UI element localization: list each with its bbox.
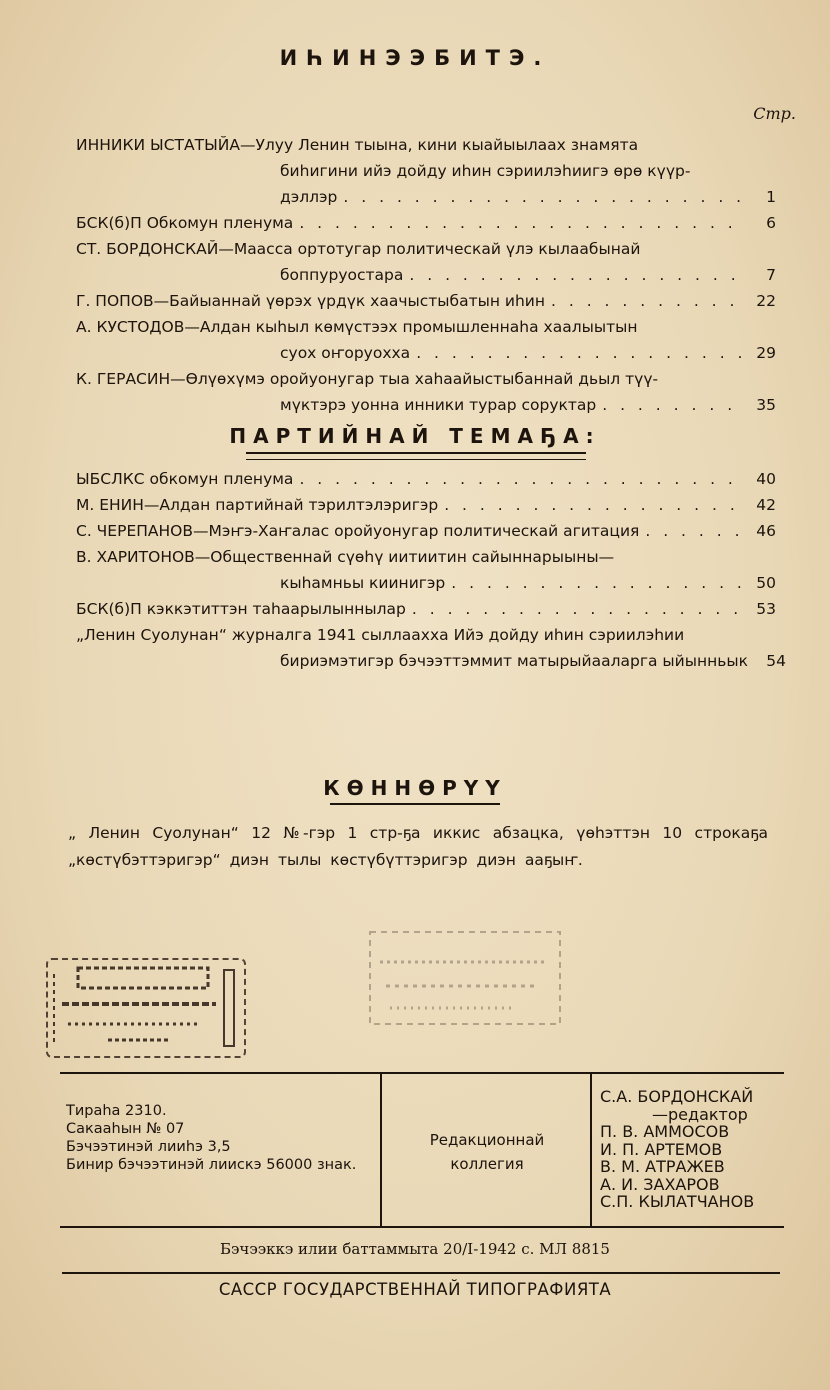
toc-line [76,466,776,492]
toc-page-number: 6 [766,214,776,232]
toc-entry-text: К. ГЕРАСИН—Өлүөхүмэ оройуонугар тыа хаһаайыстыбаннай дьыл түү- [76,370,659,388]
toc-party [76,466,786,674]
print-run-info [66,1074,376,1254]
toc-line [76,492,776,518]
toc-entry-text: ИННИКИ ЫСТАТЫЙА—Улуу Ленин тыына, кини кыайыылаах знамята [76,136,639,154]
section-underline [246,452,586,460]
toc-page-number: 22 [756,292,776,310]
dot-leader [412,596,744,622]
faded-stamp [366,922,566,1032]
toc-page-number: 1 [766,188,776,206]
member-name: А. И. ЗАХАРОВ [600,1174,720,1194]
toc-entry-text: мүктэрэ уонна инники турар соруктар [280,396,597,414]
editor-role: —редактор [652,1104,748,1124]
divider-1 [380,1074,382,1226]
toc-line [76,340,776,366]
toc-line [76,596,776,622]
toc-entry-text: ЫБСЛКС обкомун пленума [76,470,294,488]
correction-underline [330,803,500,805]
correction-heading: КӨННӨРҮҮ [323,776,507,800]
toc-entry-text: боппуруостара [280,266,404,284]
toc-entry-text: бириэмэтигэр бэчээттэммит матырыйааларга ыйынньык [280,652,748,670]
correction-text: „ Ленин Суолунан“ 12 №-гэр 1 стр-ҕа иккис абзацка, үөһэттэн 10 строкаҕа „көстүбэттэригэр“ диэн тылы көстүбүттэригэр диэн ааҕыҥ. [68,824,768,869]
toc-entry-text: БСК(б)П Обкомун пленума [76,214,294,232]
library-stamp [46,958,246,1058]
page-title: ИҺИНЭЭБИТЭ. [279,46,551,70]
dot-leader [409,262,744,288]
toc-line [76,622,776,648]
toc-page-number: 40 [756,470,776,488]
printer-name: САССР ГОСУДАРСТВЕННАЙ ТИПОГРАФИЯТА [218,1280,612,1299]
divider-2 [590,1074,592,1226]
toc-entry-text: дэллэр [280,188,338,206]
member-name: П. В. АММОСОВ [600,1122,730,1141]
toc-line [76,288,776,314]
toc-line [76,184,776,210]
toc-entry [76,132,776,210]
toc-page-number: 42 [756,496,776,514]
dot-leader [343,184,744,210]
page-column-label: Стр. [753,104,796,123]
toc-entry [76,288,776,314]
toc-line [76,314,776,340]
toc-line [76,262,776,288]
toc-entry-text: суох оҥоруохха [280,344,411,362]
toc-entry-text: СТ. БОРДОНСКАЙ—Маасса ортотугар политическай үлэ кылаабынай [76,240,641,258]
editorial-label-line2: коллегия [450,1155,524,1173]
dot-leader [299,466,744,492]
printed-sheets: Бэчээтинэй лииһэ 3,5 [66,1139,231,1155]
toc-line [76,648,786,674]
dot-leader [451,570,744,596]
toc-entry-text: „Ленин Суолунан“ журналга 1941 сыллаахха Ийэ дойду иһин сэриилэһии [76,626,685,644]
signed-to-print: Бэчээккэ илии баттаммыта 20/I-1942 с. МЛ 8815 [220,1240,610,1258]
toc-line [76,570,776,596]
editorial-board-members [600,1074,790,1240]
toc-entry [76,314,776,366]
toc-page-number: 35 [756,396,776,414]
toc-page-number: 7 [766,266,776,284]
toc-entry [76,366,776,418]
dot-leader [551,288,744,314]
toc-page-number: 46 [756,522,776,540]
toc-entry-text: биһигини ийэ дойду иһин сэриилэһиигэ өрө күүр- [280,162,691,180]
toc-line [76,158,776,184]
member-name: И. П. АРТЕМОВ [600,1139,723,1159]
dot-leader [602,392,744,418]
toc-entry [76,466,776,492]
toc-entry-text: А. КУСТОДОВ—Алдан кыһыл көмүстээх промышленнаһа хаалыытын [76,318,638,336]
member-name: В. М. АТРАЖЕВ [600,1157,725,1176]
toc-entry [76,622,786,674]
printer-rule [62,1272,780,1274]
order-number: Сакааһын № 07 [66,1121,185,1137]
toc-entry-text: кыһамньы киинигэр [280,574,446,592]
dot-leader [416,340,744,366]
toc-page-number: 54 [766,652,786,670]
dot-leader [299,210,744,236]
toc-line [76,132,776,158]
toc-entry [76,236,776,288]
toc-line [76,236,776,262]
toc-page-number: 53 [756,600,776,618]
dot-leader [645,518,744,544]
member-name: С.П. КЫЛАТЧАНОВ [600,1192,755,1211]
toc-entry [76,518,776,544]
toc-page-number: 29 [756,344,776,362]
imprint-box [60,1072,784,1228]
section-heading-party: ПАРТИЙНАЙ ТЕМАҔА: [229,424,601,448]
toc-entry [76,596,776,622]
toc-main [76,132,776,418]
toc-entry-text: Г. ПОПОВ—Байыаннай үөрэх үрдүк хаачыстыбатын иһин [76,292,545,310]
chars-per-sheet: Бинир бэчээтинэй лиискэ 56000 знак. [66,1157,357,1173]
toc-line [76,210,776,236]
toc-entry-text: С. ЧЕРЕПАНОВ—Мэҥэ-Хаҥалас оройуонугар политическай агитация [76,522,640,540]
toc-entry [76,492,776,518]
print-run: Тираһа 2310. [66,1103,167,1119]
toc-line [76,544,776,570]
toc-entry [76,210,776,236]
toc-entry-text: БСК(б)П кэккэтиттэн таһаарылыннылар [76,600,406,618]
editor-name: С.А. БОРДОНСКАЙ [600,1087,754,1106]
editorial-label-line1: Редакционнай [429,1131,545,1149]
toc-line [76,518,776,544]
toc-entry-text: В. ХАРИТОНОВ—Общественнай сүөһү иитиитин сайыннарыыны— [76,548,615,566]
toc-page-number: 50 [756,574,776,592]
toc-line [76,366,776,392]
toc-entry-text: М. ЕНИН—Алдан партийнай тэрилтэлэригэр [76,496,439,514]
toc-entry [76,544,776,596]
toc-line [76,392,776,418]
dot-leader [444,492,744,518]
